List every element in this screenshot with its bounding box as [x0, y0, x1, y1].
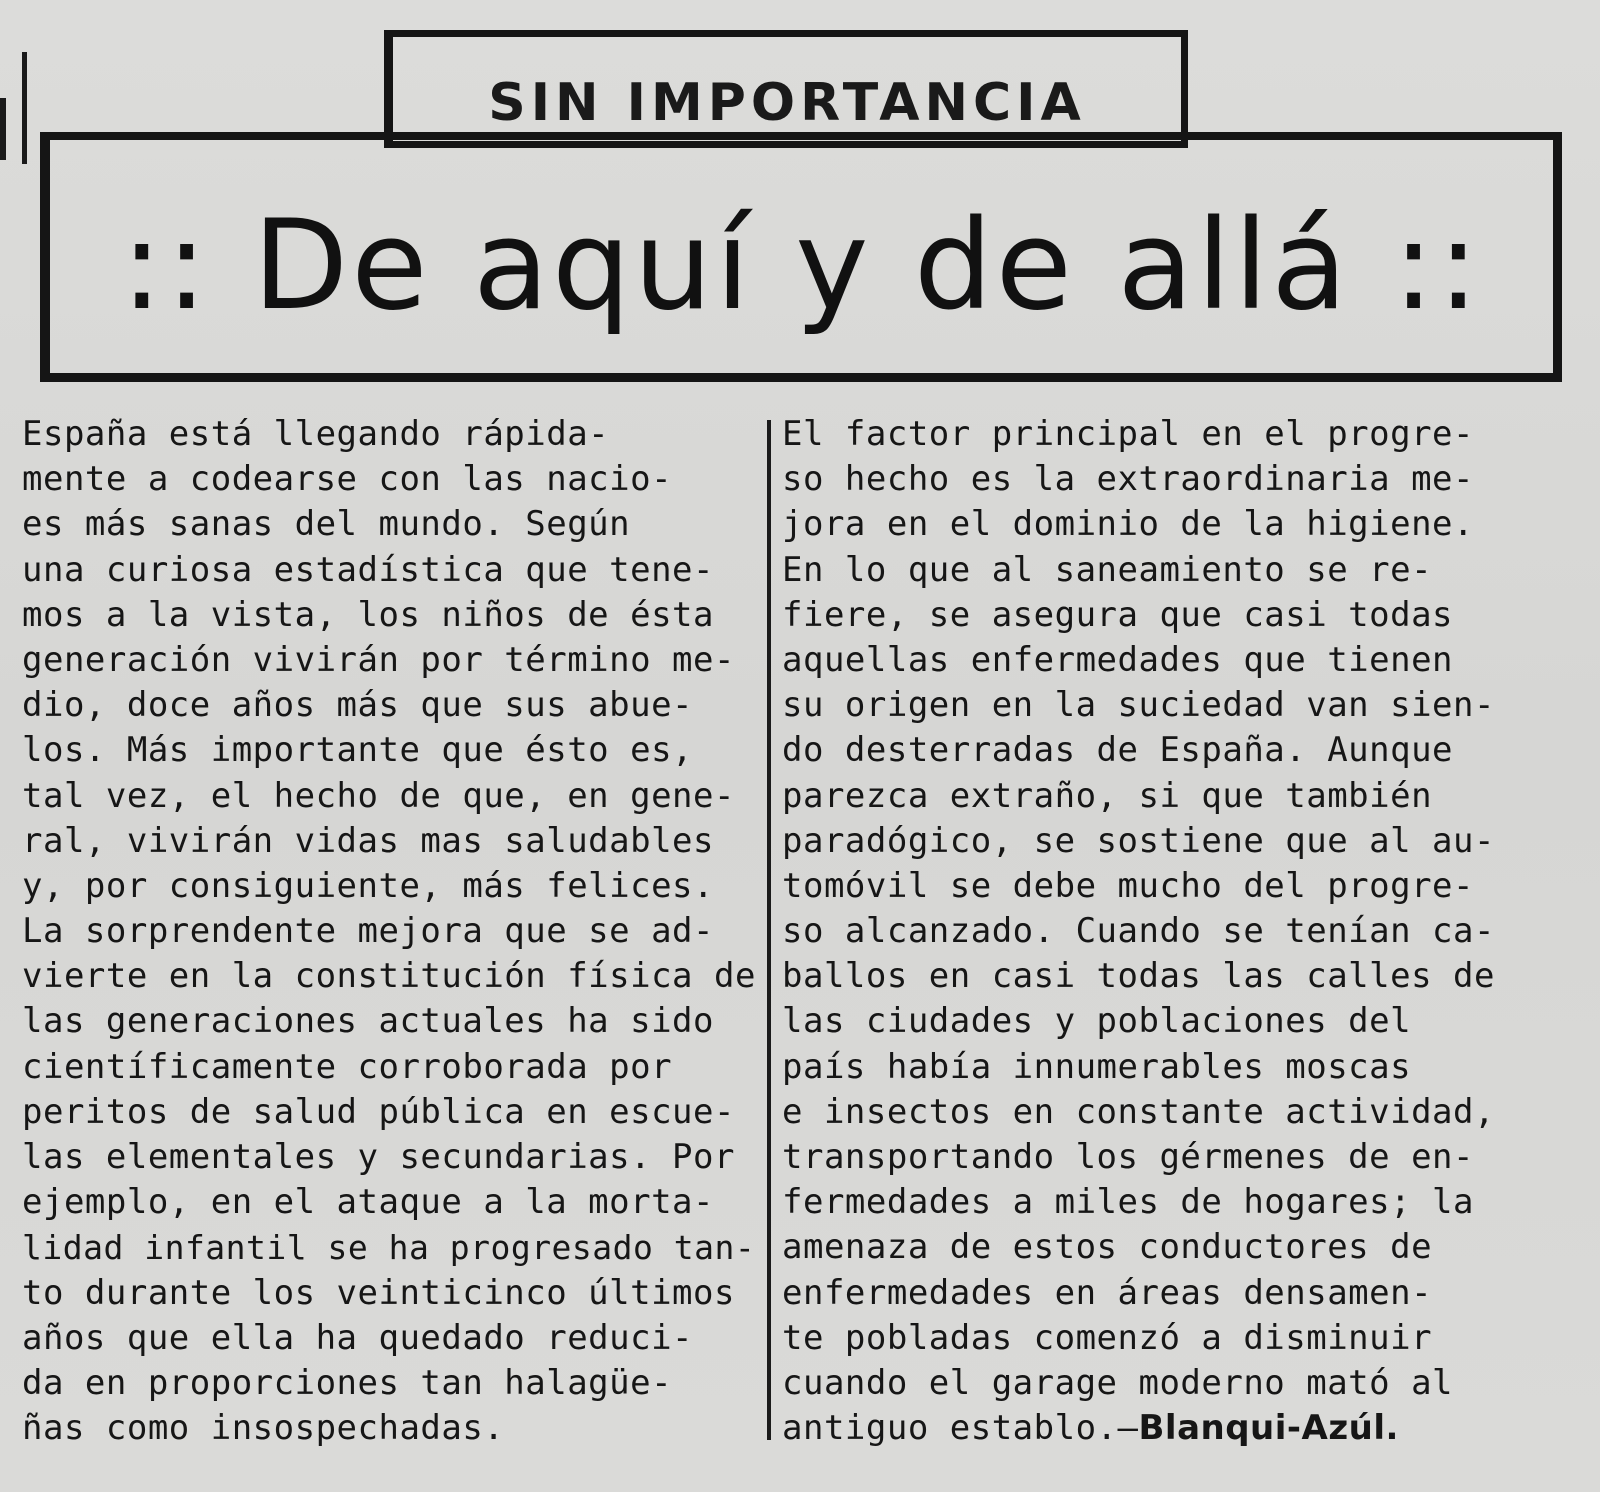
left-edge-mark	[22, 52, 27, 164]
text-line: años que ella ha quedado reduci-	[22, 1317, 694, 1358]
text-line: da en proporciones tan halagüe-	[22, 1362, 673, 1403]
text-line: lidad infantil se ha progresado tan-	[22, 1228, 756, 1268]
text-line: jora en el dominio de la higiene.	[782, 504, 1475, 545]
text-line: ejemplo, en el ataque a la morta-	[22, 1182, 715, 1223]
text-line: La sorprendente mejora que se ad-	[22, 911, 715, 952]
text-line: es más sanas del mundo. Según	[22, 504, 631, 545]
article-title: :: De aquí y de allá ::	[120, 194, 1483, 338]
text-line: generación vivirán por término me-	[22, 639, 735, 680]
text-line: y, por consiguiente, más felices.	[22, 865, 715, 906]
section-header: SIN IMPORTANCIA	[488, 73, 1086, 133]
column-divider	[767, 420, 771, 1440]
text-line: una curiosa estadística que tene-	[22, 549, 715, 590]
text-line: e insectos en constante actividad,	[782, 1091, 1495, 1132]
text-line: enfermedades en áreas densamen-	[782, 1272, 1433, 1313]
text-line: antiguo establo.—Blanqui-Azúl.	[782, 1408, 1399, 1449]
text-line: te pobladas comenzó a disminuir	[782, 1317, 1433, 1358]
text-line: paradógico, se sostiene que al au-	[782, 820, 1495, 861]
text-line: fermedades a miles de hogares; la	[782, 1182, 1475, 1223]
text-line: ñas como insospechadas.	[22, 1408, 505, 1449]
text-line: fiere, se asegura que casi todas	[782, 594, 1454, 635]
text-line: país había innumerables moscas	[782, 1046, 1412, 1087]
text-line: científicamente corroborada por	[22, 1046, 673, 1087]
text-line: su origen en la suciedad van sien-	[782, 685, 1495, 726]
text-line: cuando el garage moderno mató al	[782, 1362, 1454, 1403]
article-column-left	[22, 412, 762, 1451]
article-column-right	[782, 412, 1572, 1451]
title-box	[40, 132, 1562, 382]
text-line: dio, doce años más que sus abue-	[22, 685, 694, 726]
author-signature: Blanqui-Azúl.	[1138, 1408, 1399, 1449]
text-line: so alcanzado. Cuando se tenían ca-	[782, 911, 1495, 952]
left-edge-mark-small	[0, 98, 6, 160]
text-line: ballos en casi todas las calles de	[782, 956, 1495, 997]
section-header-box	[384, 30, 1188, 148]
text-line: amenaza de estos conductores de	[782, 1227, 1433, 1268]
text-line: aquellas enfermedades que tienen	[782, 639, 1454, 680]
text-line: los. Más importante que ésto es,	[22, 730, 694, 771]
text-line: las ciudades y poblaciones del	[782, 1001, 1412, 1042]
text-line: España está llegando rápida-	[22, 414, 610, 454]
text-line: las elementales y secundarias. Por	[22, 1137, 735, 1177]
text-line: peritos de salud pública en escue-	[22, 1091, 735, 1132]
text-line: mente a codearse con las nacio-	[22, 459, 673, 500]
text-line: parezca extraño, si que también	[782, 775, 1433, 816]
text-line: tal vez, el hecho de que, en gene-	[22, 775, 735, 816]
text-line: En lo que al saneamiento se re-	[782, 549, 1433, 590]
text-line: mos a la vista, los niños de ésta	[22, 594, 715, 635]
text-line: las generaciones actuales ha sido	[22, 1001, 715, 1042]
text-line: tomóvil se debe mucho del progre-	[782, 865, 1475, 906]
text-line: so hecho es la extraordinaria me-	[782, 459, 1475, 500]
text-line: do desterradas de España. Aunque	[782, 730, 1454, 771]
text-line: ral, vivirán vidas mas saludables	[22, 820, 715, 861]
text-line: El factor principal en el progre-	[782, 414, 1475, 454]
text-line: vierte en la constitución física de	[22, 956, 756, 997]
text-line: transportando los gérmenes de en-	[782, 1137, 1475, 1177]
text-line: to durante los veinticinco últimos	[22, 1272, 735, 1313]
